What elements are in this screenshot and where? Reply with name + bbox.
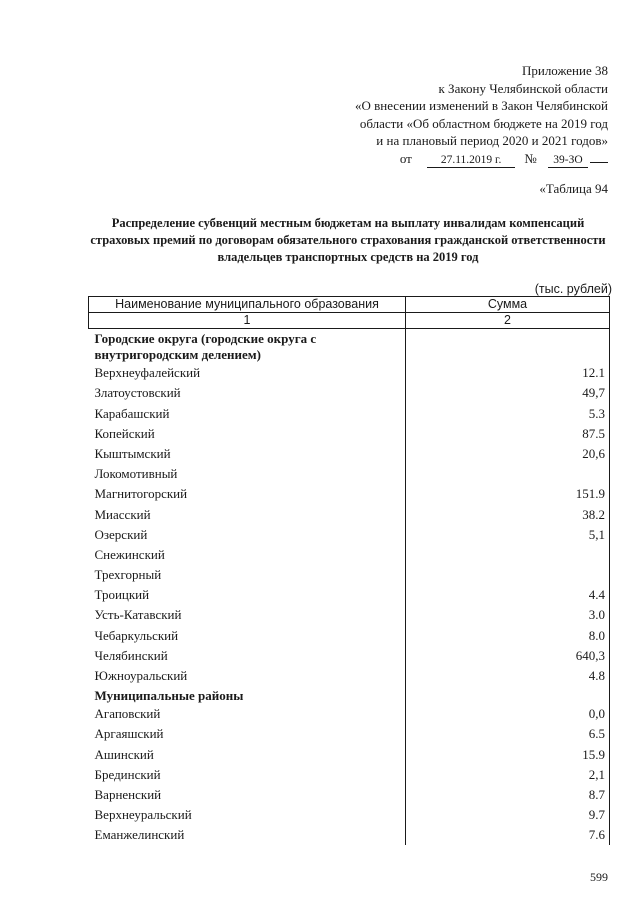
amount-cell: 0,0 [406, 704, 610, 724]
number-prefix: № [524, 150, 537, 166]
law-number: 39-ЗО [548, 154, 588, 168]
table-row [89, 625, 610, 645]
table-row [89, 565, 610, 585]
amount-cell: 3.0 [406, 605, 610, 625]
municipality-name: Агаповский [94, 706, 161, 722]
municipality-name: Трехгорный [94, 567, 162, 583]
table-row [89, 724, 610, 744]
table-row [89, 744, 610, 764]
table-row [89, 525, 610, 545]
amount-cell: 87.5 [406, 424, 610, 444]
amount-cell: 49,7 [406, 383, 610, 403]
municipality-name: Брединский [94, 766, 161, 782]
table-row [89, 605, 610, 625]
table-row [89, 403, 610, 423]
amount-cell: 640,3 [406, 646, 610, 666]
table-row [89, 484, 610, 504]
appendix-line: и на плановый период 2020 и 2021 годов» [376, 133, 608, 148]
municipality-name: Южноуральский [94, 668, 188, 683]
municipality-name: Аргаяшский [94, 726, 164, 742]
column-number: 2 [406, 313, 610, 329]
municipality-name: Озерский [94, 526, 148, 542]
municipality-name: Снежинский [94, 546, 165, 562]
law-date: 27.11.2019 г. [427, 154, 515, 168]
amount-cell: 20,6 [406, 444, 610, 464]
amount-cell: 38.2 [406, 504, 610, 524]
appendix-block [268, 62, 608, 168]
table-row [89, 383, 610, 403]
amount-cell: 7.6 [406, 825, 610, 845]
column-number-row [89, 313, 610, 329]
amount-cell: 8.7 [406, 785, 610, 805]
appendix-line: области «Об областном бюджете на 2019 год [359, 115, 608, 131]
municipality-name: Магнитогорский [94, 486, 188, 502]
amount-cell: 2,1 [406, 765, 610, 785]
section-title: Городские округа (городские округа с внутригородским делением) [94, 331, 317, 362]
document-title: Распределение субвенций местным бюджетам на выплату инвалидам компенсаций страховых премий по договорам обязательного страхования гражданской ответственности владельцев транспортных средств на 2019 год [90, 216, 606, 264]
appendix-line: «О внесении изменений в Закон Челябинской [354, 98, 608, 113]
table-row [89, 545, 610, 565]
table-row [89, 424, 610, 444]
header-name: Наименование муниципального образования [89, 297, 406, 313]
column-number: 1 [89, 313, 406, 329]
amount-cell: 6.5 [406, 724, 610, 744]
table-row [89, 363, 610, 383]
table-row [89, 504, 610, 524]
table-label: «Таблица 94 [539, 181, 608, 196]
table-row [89, 805, 610, 825]
amount-cell [406, 565, 610, 585]
amount-cell: 12.1 [406, 363, 610, 383]
municipality-name: Локомотивный [94, 466, 178, 482]
table-row [89, 646, 610, 666]
table-row [89, 444, 610, 464]
amount-cell: 9.7 [406, 805, 610, 825]
amount-cell: 4.4 [406, 585, 610, 605]
appendix-line: Приложение 38 [521, 63, 608, 78]
municipality-name: Ашинский [94, 746, 154, 762]
municipality-name: Чебаркульский [94, 627, 179, 643]
municipality-name: Варненский [94, 786, 162, 802]
municipality-name: Челябинский [94, 647, 168, 663]
amount-cell: 15.9 [406, 744, 610, 764]
header-sum: Сумма [406, 297, 610, 313]
municipality-name: Верхнеуральский [94, 807, 192, 823]
table-row [89, 464, 610, 484]
table-body [89, 329, 610, 846]
date-prefix: от [399, 150, 412, 166]
amount-cell: 5.3 [406, 403, 610, 423]
amount-cell: 151.9 [406, 484, 610, 504]
amount-cell: 5,1 [406, 525, 610, 545]
page-number: 599 [590, 870, 608, 884]
table-row [89, 704, 610, 724]
municipality-name: Карабашский [94, 405, 170, 421]
amount-cell [406, 545, 610, 565]
underline-tail [590, 161, 608, 163]
appendix-date-line [268, 150, 608, 168]
appendix-line: к Закону Челябинской области [438, 80, 608, 96]
section-row [89, 686, 610, 704]
municipality-name: Миасский [94, 506, 151, 522]
municipality-name: Еманжелинский [94, 827, 185, 843]
section-row [89, 329, 610, 364]
table-row [89, 585, 610, 605]
table-row [89, 785, 610, 805]
municipality-name: Троицкий [94, 587, 150, 603]
header-row [89, 297, 610, 313]
amount-cell: 4.8 [406, 666, 610, 686]
municipality-name: Златоустовский [94, 385, 181, 401]
amount-cell: 8.0 [406, 625, 610, 645]
section-title: Муниципальные районы [94, 688, 244, 703]
table-row [89, 765, 610, 785]
municipality-name: Копейский [94, 425, 155, 441]
subsidy-table [88, 296, 610, 845]
table-row [89, 666, 610, 686]
amount-cell [406, 686, 610, 704]
amount-cell [406, 464, 610, 484]
table-row [89, 825, 610, 845]
municipality-name: Усть-Катавский [94, 607, 182, 623]
municipality-name: Верхнеуфалейский [94, 365, 201, 381]
municipality-name: Кыштымский [94, 445, 171, 461]
amount-cell [406, 329, 610, 364]
units-label: (тыс. рублей) [534, 282, 612, 296]
